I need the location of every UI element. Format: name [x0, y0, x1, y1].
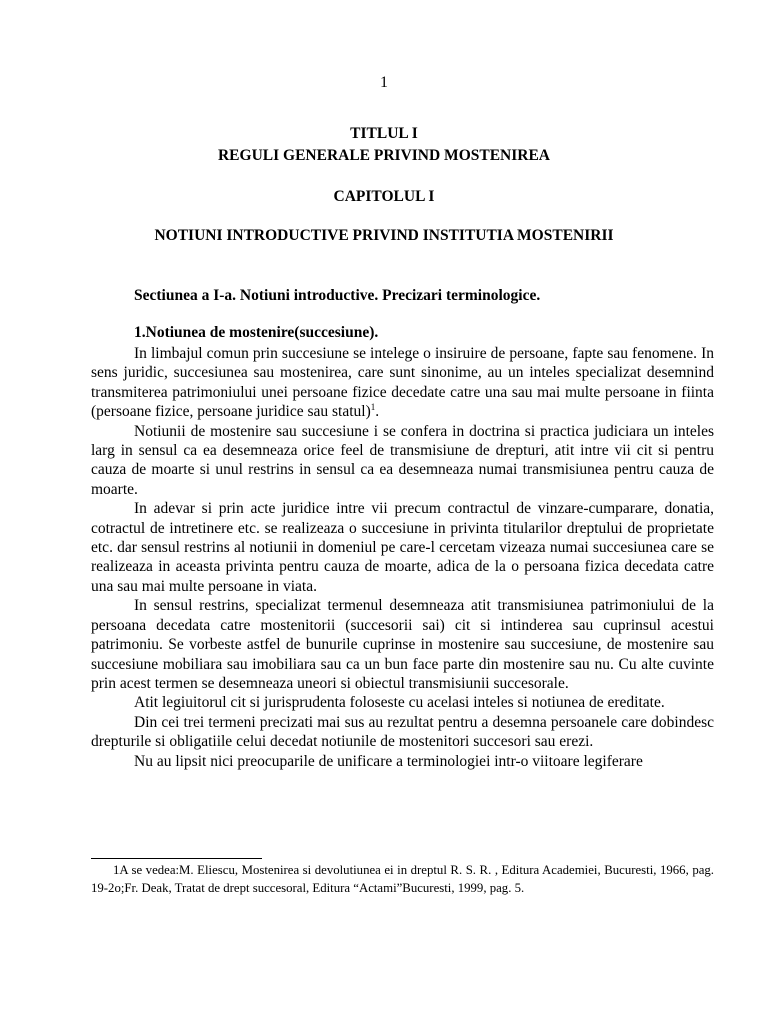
- footnote-reference[interactable]: 1: [370, 402, 376, 413]
- title-heading: TITLUL I: [350, 125, 418, 142]
- chapter-title: NOTIUNI INTRODUCTIVE PRIVIND INSTITUTIA MOSTENIRII: [154, 227, 614, 244]
- paragraph-1: [91, 344, 714, 422]
- footnote-divider: [91, 858, 262, 859]
- paragraph-1-text: In limbajul comun prin succesiune se intelege o insiruire de persoane, fapte sau fenomene. In sens juridic, succesiunea sau mostenirea, care sunt sinonime, au un inteles specializat desemnind transmiterea patrimoniului unei persoane fizice decedate catre una sau mai multe persoane in fiinta (persoane fizice, persoane juridice sau statul): [91, 345, 714, 421]
- body-text: [91, 344, 714, 771]
- paragraph-7: Nu au lipsit nici preocuparile de unificare a terminologiei intr-o viitoare legiferare: [134, 752, 643, 770]
- page-number: 1: [380, 74, 388, 91]
- paragraph-1-end: .: [375, 403, 380, 421]
- paragraph-6: Din cei trei termeni precizati mai sus au rezultat pentru a desemna persoanele care dobindesc drepturile si obligatiile celui decedat notiunile de mostenitori succesori sau erezi.: [91, 713, 714, 751]
- title-subheading: REGULI GENERALE PRIVIND MOSTENIREA: [217, 147, 550, 164]
- paragraph-4: In sensul restrins, specializat termenul desemneaza atit transmisiunea patrimoniului de la persoana decedata catre mostenitorii (succesorii sai) cit si intinderea sau cuprinsul acestui patrimoniu. Se vorbeste astfel de bunurile cuprinse in mostenire sau succesiune, de mostenire sau succesiune mobiliara sau imobiliara sau ca un bun face parte din mostenire sau nu. Cu alte cuvinte prin acest termen se desemneaza uneori si obiectul transmisiunii succesorale.: [91, 597, 714, 692]
- paragraph-5: Atit legiuitorul cit si jurisprudenta foloseste cu acelasi inteles si notiunea de ereditate.: [134, 694, 665, 712]
- paragraph-3: In adevar si prin acte juridice intre vii precum contractul de vinzare-cumparare, donatia, cotractul de intretinere etc. se realizeaza o succesiune in privinta titularilor dreptului de proprietate etc. dar sensul restrins al notiunii in domeniul pe care-l cercetam vizeaza numai succesiunea care se realizeaza in aceasta privinta pentru cauza de moarte, adica de la o persoana fizica decedata catre una sau mai multe persoane in viata.: [91, 500, 714, 595]
- paragraph-2: Notiunii de mostenire sau succesiune i se confera in doctrina si practica judiciara un inteles larg in sensul ca ea desemneaza orice feel de transmisiune de drepturi, atit intre vii cit si pentru cauza de moarte si unul restrins in sensul ca ea desemneaza numai transmisiunea pentru cauza de moarte.: [91, 422, 714, 498]
- footnote-text: 1A se vedea:M. Eliescu, Mostenirea si devolutiunea ei in dreptul R. S. R. , Editura Academiei, Bucuresti, 1966, pag. 19-2o;Fr. Deak, Tratat de drept succesoral, Editura “Actami”Bucuresti, 1999, pag. 5.: [91, 863, 714, 895]
- chapter-heading: CAPITOLUL I: [333, 188, 435, 205]
- subsection-title: 1.Notiunea de mostenire(succesiune).: [134, 324, 379, 341]
- section-title: Sectiunea a I-a. Notiuni introductive. Precizari terminologice.: [134, 287, 541, 304]
